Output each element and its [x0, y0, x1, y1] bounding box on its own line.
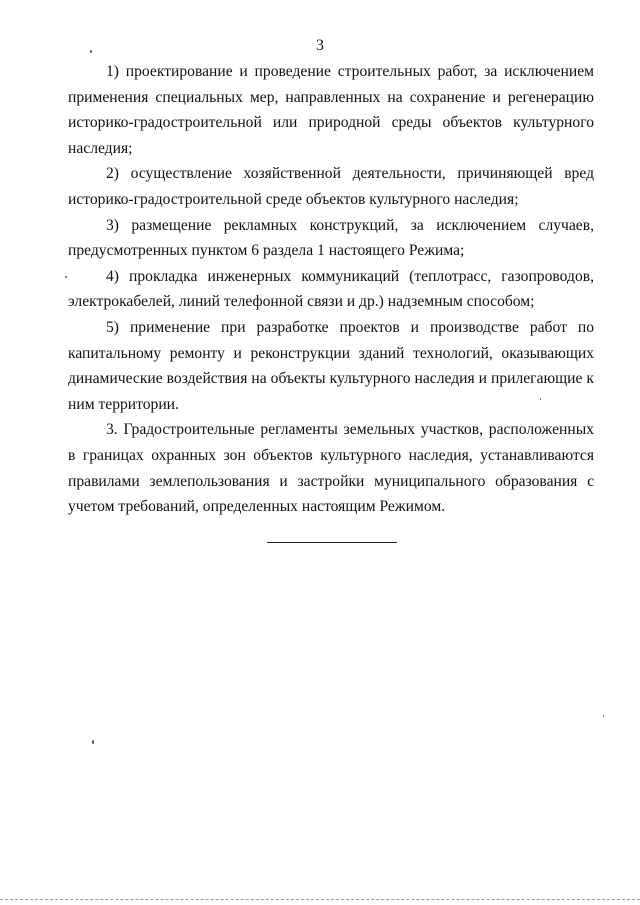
- scan-speck: [65, 276, 67, 278]
- scan-speck: [603, 715, 604, 717]
- paragraph-item-5: 5) применение при разработке проектов и производстве работ по капитальному ремонту и реконструкции зданий технологий, оказывающих динамические воздействия на объекты культурного наследия и прилегающие к ним территории.: [68, 318, 594, 413]
- paragraph-section-3: 3. Градостроительные регламенты земельных участков, расположенных в границах охранных зон объектов культурного наследия, устанавливаются правилами землепользования и застройки муниципального образования с учетом требований, определенных настоящим Режимом.: [68, 421, 594, 516]
- page-bottom-edge: [0, 899, 640, 900]
- paragraph-item-1: 1) проектирование и проведение строительных работ, за исключением применения специальных мер, направленных на сохранение и регенерацию историко-градостроительной или природной среды объектов культурного наследия;: [68, 63, 594, 157]
- scan-speck: [92, 740, 94, 744]
- paragraph-item-3: 3) размещение рекламных конструкций, за исключением случаев, предусмотренных пунктом 6 раздела 1 настоящего Режима;: [68, 216, 594, 260]
- scan-speck: [540, 398, 541, 400]
- paragraph-item-2: 2) осуществление хозяйственной деятельности, причиняющей вред историко-градостроительной среде объектов культурного наследия;: [68, 165, 594, 208]
- closing-divider-line: [267, 542, 397, 543]
- page-number: 3: [316, 37, 324, 54]
- scan-speck: [90, 50, 92, 53]
- paragraph-item-4: 4) прокладка инженерных коммуникаций (теплотрасс, газопроводов, электрокабелей, линий телефонной связи и др.) надземным способом;: [68, 267, 594, 311]
- document-body: [68, 59, 594, 520]
